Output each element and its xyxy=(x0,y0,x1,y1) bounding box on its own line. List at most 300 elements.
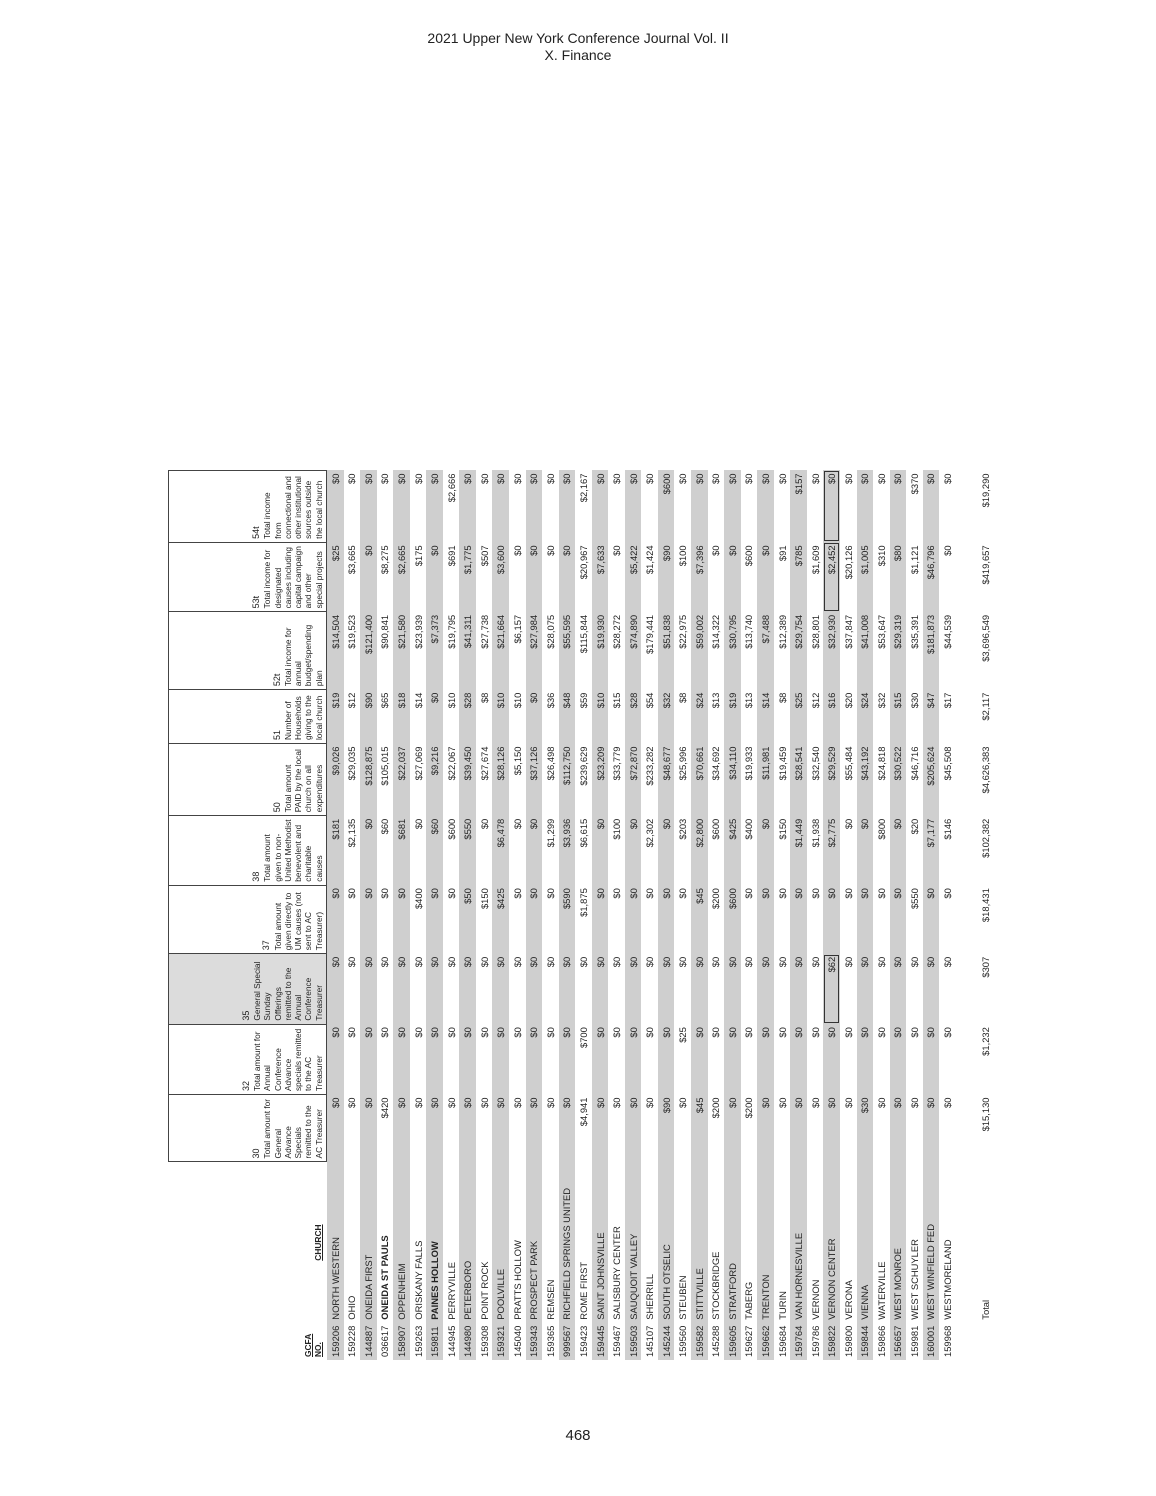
value-cell-c30: $0 xyxy=(544,1097,556,1108)
value-cell-c50: $28,126 xyxy=(492,744,509,816)
value-cell-c30: $0 xyxy=(426,1095,443,1162)
value-cell-c35: $0 xyxy=(890,954,907,1024)
table-row xyxy=(774,471,791,1361)
value-cell-c53t: $600 xyxy=(743,545,755,567)
value-cell-c54t: $0 xyxy=(842,473,854,484)
value-cell-c51: $15 xyxy=(611,692,623,709)
value-cell-c52t: $19,523 xyxy=(346,614,358,649)
value-cell-c53t: $2,452 xyxy=(823,542,840,611)
value-cell-c54t: $0 xyxy=(942,473,953,484)
value-cell-c32: $0 xyxy=(393,1024,410,1094)
table-row xyxy=(443,471,460,1361)
value-cell-c32: $0 xyxy=(459,1024,476,1094)
value-cell-c37: $0 xyxy=(625,885,642,954)
value-cell-c37: $0 xyxy=(757,885,774,954)
value-cell-c50: $34,692 xyxy=(710,746,722,781)
gcfa-number-cell: 159866 xyxy=(875,1325,887,1357)
column-number: 38 xyxy=(250,871,261,882)
value-cell-c38: $1,449 xyxy=(790,816,807,885)
column-label: Total amount for General Advance Specials remitted to the AC Treasurer xyxy=(262,1098,324,1159)
value-cell-c30: $0 xyxy=(445,1097,457,1108)
column-number: 52t xyxy=(271,673,282,687)
column-header-35 xyxy=(169,954,327,1024)
value-cell-c30: $0 xyxy=(809,1097,821,1108)
church-name-cell: ORISKANY FALLS xyxy=(412,1240,424,1320)
value-cell-c38: $0 xyxy=(625,816,642,885)
value-cell-c52t: $12,389 xyxy=(776,614,788,649)
value-cell-c35: $0 xyxy=(625,954,642,1024)
total-cell-c30: $15,130 xyxy=(956,1095,994,1162)
value-cell-c52t: $41,311 xyxy=(459,612,476,690)
value-cell-c38: $0 xyxy=(857,816,874,885)
value-cell-c32: $0 xyxy=(346,1027,358,1038)
value-cell-c32: $0 xyxy=(526,1024,543,1094)
value-cell-c30: $90 xyxy=(658,1095,675,1162)
value-cell-c52t: $44,539 xyxy=(942,614,953,649)
value-cell-c30: $0 xyxy=(327,1095,344,1162)
value-cell-c53t: $0 xyxy=(611,545,623,556)
table-row xyxy=(674,471,691,1361)
value-cell-c54t: $0 xyxy=(559,471,576,543)
value-cell-c53t: $91 xyxy=(776,545,788,562)
value-cell-c32: $0 xyxy=(327,1024,344,1094)
value-cell-c51: $90 xyxy=(360,690,377,744)
table-row xyxy=(790,471,807,1361)
value-cell-c32: $0 xyxy=(412,1027,424,1038)
church-name-cell: VERNON CENTER xyxy=(823,1162,840,1323)
column-header-54t xyxy=(169,471,327,543)
church-name-cell: WEST WINFIELD FED xyxy=(923,1162,940,1323)
church-name-cell: TURIN xyxy=(776,1291,788,1320)
value-cell-c50: $11,981 xyxy=(757,744,774,816)
value-cell-c35: $0 xyxy=(790,954,807,1024)
value-cell-c51: $19 xyxy=(327,690,344,744)
value-cell-c35: $0 xyxy=(511,956,523,968)
value-cell-c38: $0 xyxy=(890,816,907,885)
table-row xyxy=(724,471,741,1361)
column-number: 35 xyxy=(240,1010,251,1021)
value-cell-c54t: $0 xyxy=(592,471,609,543)
total-cell-c51: $2,117 xyxy=(956,690,994,744)
column-header-37 xyxy=(169,885,327,954)
totals-label: Total xyxy=(956,1162,994,1323)
value-cell-c51: $13 xyxy=(743,692,755,709)
column-label: Total amount PAID by the local church on all expenditures xyxy=(282,749,324,813)
value-cell-c30: $0 xyxy=(412,1097,424,1108)
value-cell-c38: $150 xyxy=(776,818,788,840)
value-cell-c30: $200 xyxy=(710,1097,722,1119)
value-cell-c53t: $100 xyxy=(677,545,689,567)
total-cell-c53t: $419,657 xyxy=(956,542,994,611)
value-cell-c53t: $5,422 xyxy=(625,542,642,611)
value-cell-c30: $0 xyxy=(677,1097,689,1108)
column-label: Total amount given to non-United Methodist benevolent and charitable causes xyxy=(262,819,324,882)
value-cell-c37: $0 xyxy=(677,888,689,899)
column-label: Total income from connectional and other institutional sources outside the local church xyxy=(262,476,324,539)
value-cell-c51: $8 xyxy=(478,692,490,704)
value-cell-c50: $128,875 xyxy=(360,744,377,816)
value-cell-c35: $0 xyxy=(875,956,887,968)
value-cell-c53t: $0 xyxy=(544,545,556,556)
value-cell-c54t: $0 xyxy=(492,471,509,543)
gcfa-number-cell: 159800 xyxy=(842,1325,854,1357)
value-cell-c50: $22,037 xyxy=(393,744,410,816)
value-cell-c53t: $175 xyxy=(412,545,424,567)
value-cell-c53t: $0 xyxy=(942,545,953,556)
gcfa-number-cell: 145107 xyxy=(644,1325,656,1357)
table-row xyxy=(526,471,543,1361)
value-cell-c52t: $21,664 xyxy=(492,612,509,690)
value-cell-c51: $0 xyxy=(426,690,443,744)
church-name-cell: STRATFORD xyxy=(724,1162,741,1323)
value-cell-c50: $27,674 xyxy=(478,746,490,781)
value-cell-c38: $600 xyxy=(710,818,722,840)
gcfa-number-cell: 159423 xyxy=(577,1325,589,1357)
gcfa-number-cell: 159786 xyxy=(809,1325,821,1357)
value-cell-c52t: $55,595 xyxy=(559,612,576,690)
value-cell-c51: $20 xyxy=(842,692,854,709)
value-cell-c50: $43,192 xyxy=(857,744,874,816)
column-header-52t xyxy=(169,612,327,690)
church-name-cell: SALISBURY CENTER xyxy=(611,1226,623,1320)
column-label: Number of Households giving to the local church xyxy=(282,695,324,741)
value-cell-c53t: $0 xyxy=(360,542,377,611)
value-cell-c52t: $28,801 xyxy=(809,614,821,649)
value-cell-c38: $0 xyxy=(511,818,523,830)
value-cell-c51: $10 xyxy=(492,690,509,744)
gcfa-number-cell: 159263 xyxy=(412,1325,424,1357)
gcfa-number-cell: 159844 xyxy=(857,1323,874,1360)
value-cell-c50: $29,529 xyxy=(823,744,840,816)
page-number: 468 xyxy=(565,1427,591,1444)
value-cell-c38: $7,177 xyxy=(923,816,940,885)
value-cell-c54t: $0 xyxy=(327,471,344,543)
value-cell-c54t: $0 xyxy=(511,473,523,484)
church-name-cell: POINT ROCK xyxy=(478,1261,490,1320)
gcfa-number-cell: 144980 xyxy=(459,1323,476,1360)
value-cell-c54t: $600 xyxy=(658,471,675,543)
value-cell-c54t: $0 xyxy=(412,473,424,484)
value-cell-c32: $0 xyxy=(426,1024,443,1094)
value-cell-c52t: $28,075 xyxy=(544,614,556,649)
table-row xyxy=(939,471,956,1361)
value-cell-c51: $17 xyxy=(942,692,953,709)
gcfa-number-cell: 158907 xyxy=(393,1323,410,1360)
value-cell-c52t: $21,580 xyxy=(393,612,410,690)
gcfa-number-cell: 159321 xyxy=(492,1323,509,1360)
value-cell-c53t: $1,005 xyxy=(857,542,874,611)
value-cell-c38: $0 xyxy=(478,818,490,830)
value-cell-c53t: $46,796 xyxy=(923,542,940,611)
value-cell-c54t: $0 xyxy=(857,471,874,543)
value-cell-c38: $0 xyxy=(757,816,774,885)
value-cell-c38: $0 xyxy=(360,816,377,885)
value-cell-c54t: $2,666 xyxy=(445,473,457,503)
value-cell-c50: $239,629 xyxy=(577,746,589,786)
value-cell-c52t: $14,504 xyxy=(327,612,344,690)
value-cell-c53t: $3,600 xyxy=(492,542,509,611)
value-cell-c54t: $0 xyxy=(923,471,940,543)
column-header-53t xyxy=(169,542,327,611)
value-cell-c51: $16 xyxy=(823,690,840,744)
value-cell-c32: $0 xyxy=(790,1024,807,1094)
value-cell-c37: $0 xyxy=(511,888,523,899)
value-cell-c35: $0 xyxy=(327,954,344,1024)
value-cell-c51: $28 xyxy=(459,690,476,744)
value-cell-c53t: $1,775 xyxy=(459,542,476,611)
value-cell-c32: $0 xyxy=(625,1024,642,1094)
column-header-30 xyxy=(169,1095,327,1162)
value-cell-c52t: $22,975 xyxy=(677,614,689,649)
value-cell-c51: $8 xyxy=(776,692,788,704)
table-row xyxy=(641,471,658,1361)
table-body xyxy=(327,471,994,1361)
gcfa-number-cell: 145288 xyxy=(710,1325,722,1357)
value-cell-c37: $0 xyxy=(842,888,854,899)
value-cell-c52t: $41,008 xyxy=(857,612,874,690)
value-cell-c54t: $0 xyxy=(743,473,755,484)
value-cell-c38: $0 xyxy=(842,818,854,830)
value-cell-c32: $0 xyxy=(743,1027,755,1038)
table-row xyxy=(559,471,576,1361)
value-cell-c37: $0 xyxy=(592,885,609,954)
gcfa-number-cell: 999567 xyxy=(559,1323,576,1360)
gcfa-number-cell: 159445 xyxy=(592,1323,609,1360)
value-cell-c35: $0 xyxy=(393,954,410,1024)
column-label: Total amount given directly to UM causes (not sent to AC Treasurer) xyxy=(272,892,324,951)
value-cell-c35: $0 xyxy=(724,954,741,1024)
value-cell-c38: $60 xyxy=(426,816,443,885)
value-cell-c37: $425 xyxy=(492,885,509,954)
value-cell-c38: $2,775 xyxy=(823,816,840,885)
value-cell-c54t: $0 xyxy=(875,473,887,484)
column-label: General Special Sunday Offerings remitted to the Annual Conference Treasurer xyxy=(251,961,324,1021)
gcfa-number-cell: 159560 xyxy=(677,1325,689,1357)
value-cell-c50: $48,677 xyxy=(658,744,675,816)
value-cell-c50: $55,484 xyxy=(842,746,854,781)
statistics-table xyxy=(168,470,994,1360)
church-name-cell: TRENTON xyxy=(757,1162,774,1323)
value-cell-c54t: $0 xyxy=(677,473,689,484)
value-cell-c54t: $0 xyxy=(346,473,358,484)
value-cell-c52t: $115,844 xyxy=(577,614,589,654)
value-cell-c54t: $370 xyxy=(908,473,920,495)
value-cell-c30: $0 xyxy=(478,1097,490,1108)
column-label: Total amount for Annual Conference Advance specials remitted to the AC Treasurer xyxy=(251,1028,324,1091)
church-name-cell: POOLVILLE xyxy=(492,1162,509,1323)
value-cell-c52t: $23,939 xyxy=(412,614,424,649)
value-cell-c30: $0 xyxy=(908,1097,920,1108)
church-name-cell: PRATTS HOLLOW xyxy=(511,1240,523,1320)
value-cell-c54t: $0 xyxy=(644,473,656,484)
church-name-cell: OHIO xyxy=(346,1295,358,1320)
gcfa-number-cell: 159811 xyxy=(426,1323,443,1360)
value-cell-c30: $0 xyxy=(757,1095,774,1162)
value-cell-c38: $0 xyxy=(658,816,675,885)
value-cell-c51: $10 xyxy=(511,692,523,709)
value-cell-c51: $24 xyxy=(691,690,708,744)
value-cell-c52t: $13,740 xyxy=(743,614,755,649)
value-cell-c54t: $157 xyxy=(790,471,807,543)
gcfa-column-header: GCFA NO. xyxy=(169,1323,327,1360)
value-cell-c53t: $20,126 xyxy=(842,545,854,580)
value-cell-c54t: $0 xyxy=(611,473,623,484)
value-cell-c38: $2,135 xyxy=(346,818,358,848)
value-cell-c30: $0 xyxy=(511,1097,523,1108)
church-name-cell: OPPENHEIM xyxy=(393,1162,410,1323)
rotated-statistics-sheet xyxy=(168,470,992,1360)
value-cell-c32: $0 xyxy=(691,1024,708,1094)
gcfa-number-cell: 159365 xyxy=(544,1325,556,1357)
value-cell-c30: $0 xyxy=(492,1095,509,1162)
value-cell-c54t: $0 xyxy=(426,471,443,543)
church-name-cell: ROME FIRST xyxy=(577,1261,589,1320)
value-cell-c30: $0 xyxy=(360,1095,377,1162)
value-cell-c37: $0 xyxy=(445,888,457,899)
value-cell-c38: $425 xyxy=(724,816,741,885)
value-cell-c54t: $0 xyxy=(478,473,490,484)
table-row xyxy=(327,471,344,1361)
value-cell-c51: $10 xyxy=(445,692,457,709)
table-row xyxy=(344,471,361,1361)
value-cell-c35: $0 xyxy=(743,956,755,968)
value-cell-c50: $25,996 xyxy=(677,746,689,781)
value-cell-c50: $9,026 xyxy=(327,744,344,816)
value-cell-c53t: $20,967 xyxy=(577,545,589,580)
table-row xyxy=(592,471,609,1361)
total-cell-c38: $102,382 xyxy=(956,816,994,885)
value-cell-c50: $34,110 xyxy=(724,744,741,816)
value-cell-c30: $0 xyxy=(346,1097,358,1108)
value-cell-c38: $0 xyxy=(526,816,543,885)
column-number: 32 xyxy=(240,1080,251,1091)
value-cell-c51: $25 xyxy=(790,690,807,744)
column-header-51 xyxy=(169,690,327,744)
value-cell-c51: $47 xyxy=(923,690,940,744)
value-cell-c35: $0 xyxy=(908,956,920,968)
value-cell-c30: $420 xyxy=(379,1097,391,1119)
gcfa-number-cell: 144945 xyxy=(445,1325,457,1357)
value-cell-c54t: $0 xyxy=(526,471,543,543)
value-cell-c52t: $121,400 xyxy=(360,612,377,690)
value-cell-c35: $0 xyxy=(459,954,476,1024)
value-cell-c32: $0 xyxy=(776,1027,788,1038)
value-cell-c51: $14 xyxy=(412,692,424,709)
church-name-cell: REMSEN xyxy=(544,1279,556,1320)
value-cell-c35: $0 xyxy=(809,956,821,968)
table-row xyxy=(873,471,890,1361)
column-label: Total income for designated causes including capital campaign and other special projects xyxy=(262,546,324,609)
value-cell-c32: $0 xyxy=(592,1024,609,1094)
value-cell-c52t: $14,322 xyxy=(710,614,722,649)
value-cell-c54t: $0 xyxy=(823,471,840,543)
value-cell-c53t: $2,665 xyxy=(393,542,410,611)
table-row xyxy=(625,471,642,1361)
value-cell-c35: $0 xyxy=(526,954,543,1024)
value-cell-c50: $27,069 xyxy=(412,746,424,781)
total-cell-c32: $1,232 xyxy=(956,1024,994,1094)
value-cell-c52t: $6,157 xyxy=(511,614,523,644)
value-cell-c30: $0 xyxy=(790,1095,807,1162)
table-header-row xyxy=(169,471,327,1361)
gcfa-number-cell: 159503 xyxy=(625,1323,642,1360)
church-name-cell: SAINT JOHNSVILLE xyxy=(592,1162,609,1323)
value-cell-c50: $45,508 xyxy=(942,746,953,781)
church-name-cell: TABERG xyxy=(743,1281,755,1320)
value-cell-c54t: $0 xyxy=(724,471,741,543)
church-name-cell: PETERBORO xyxy=(459,1162,476,1323)
value-cell-c37: $0 xyxy=(890,885,907,954)
table-row xyxy=(426,471,443,1361)
totals-spacer xyxy=(956,1323,994,1360)
value-cell-c32: $0 xyxy=(842,1027,854,1038)
value-cell-c54t: $0 xyxy=(757,471,774,543)
gcfa-number-cell: 159308 xyxy=(478,1325,490,1357)
value-cell-c50: $19,459 xyxy=(776,746,788,781)
table-row xyxy=(393,471,410,1361)
value-cell-c38: $2,302 xyxy=(644,818,656,848)
value-cell-c50: $39,450 xyxy=(459,744,476,816)
value-cell-c30: $0 xyxy=(459,1095,476,1162)
value-cell-c51: $12 xyxy=(346,692,358,709)
column-number: 51 xyxy=(271,730,282,741)
value-cell-c35: $0 xyxy=(360,954,377,1024)
value-cell-c37: $0 xyxy=(393,885,410,954)
value-cell-c37: $0 xyxy=(743,888,755,899)
value-cell-c38: $60 xyxy=(379,818,391,835)
value-cell-c52t: $30,795 xyxy=(724,612,741,690)
value-cell-c30: $0 xyxy=(776,1097,788,1108)
value-cell-c51: $30 xyxy=(908,692,920,709)
value-cell-c53t: $0 xyxy=(511,545,523,556)
value-cell-c35: $0 xyxy=(577,956,589,968)
value-cell-c35: $0 xyxy=(857,954,874,1024)
table-row xyxy=(459,471,476,1361)
value-cell-c54t: $0 xyxy=(809,473,821,484)
value-cell-c50: $28,541 xyxy=(790,744,807,816)
value-cell-c30: $4,941 xyxy=(577,1097,589,1127)
church-name-cell: SOUTH OTSELIC xyxy=(658,1162,675,1323)
value-cell-c52t: $90,841 xyxy=(379,614,391,649)
value-cell-c38: $1,938 xyxy=(809,818,821,848)
value-cell-c30: $0 xyxy=(526,1095,543,1162)
value-cell-c38: $0 xyxy=(592,816,609,885)
value-cell-c38: $1,299 xyxy=(544,818,556,848)
table-row xyxy=(608,471,625,1361)
value-cell-c32: $0 xyxy=(875,1027,887,1038)
journal-title: 2021 Upper New York Conference Journal Vol. II xyxy=(427,30,729,46)
church-name-cell: ONEIDA ST PAULS xyxy=(379,1235,391,1320)
value-cell-c35: $0 xyxy=(544,956,556,968)
column-number: 50 xyxy=(271,802,282,813)
value-cell-c37: $600 xyxy=(724,885,741,954)
value-cell-c38: $146 xyxy=(942,818,953,840)
value-cell-c35: $0 xyxy=(478,956,490,968)
value-cell-c30: $0 xyxy=(890,1095,907,1162)
value-cell-c53t: $0 xyxy=(757,542,774,611)
column-number: 54t xyxy=(250,526,261,539)
value-cell-c38: $3,936 xyxy=(559,816,576,885)
value-cell-c37: $50 xyxy=(459,885,476,954)
value-cell-c32: $0 xyxy=(710,1027,722,1038)
value-cell-c51: $13 xyxy=(710,692,722,709)
column-header-38 xyxy=(169,816,327,885)
value-cell-c54t: $0 xyxy=(710,473,722,484)
value-cell-c52t: $28,272 xyxy=(611,614,623,649)
value-cell-c50: $24,818 xyxy=(875,746,887,781)
church-name-cell: PROSPECT PARK xyxy=(526,1162,543,1323)
value-cell-c53t: $0 xyxy=(710,545,722,556)
